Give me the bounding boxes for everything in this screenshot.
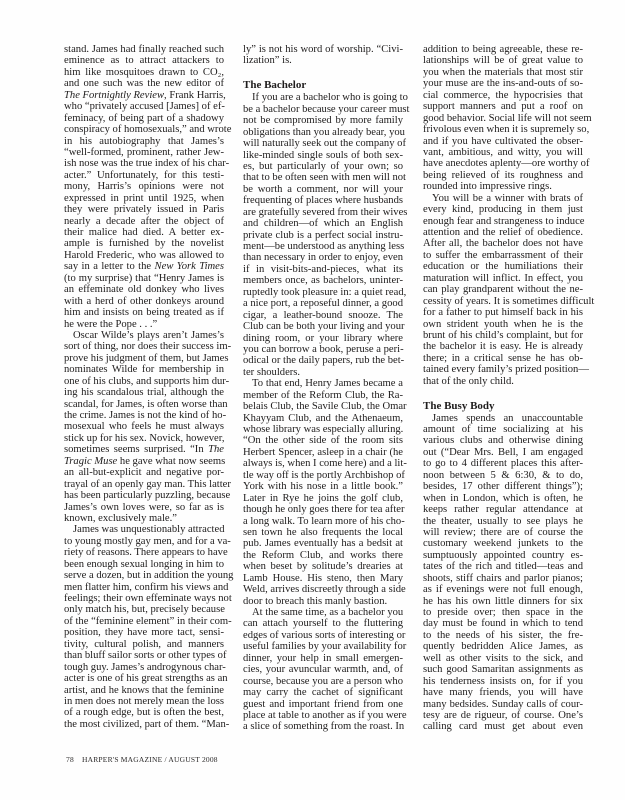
text-line: will naturally seek out the company of xyxy=(243,138,406,150)
text-line: (to my surprise) that “Henry James is xyxy=(64,272,224,284)
text-line: artist, and he knows that the feminine xyxy=(64,684,224,696)
text-line: are gratefully severed from their wives xyxy=(243,206,408,218)
text-line: calling card must get about even xyxy=(423,721,583,733)
text-line: Oscar Wilde’s plays aren’t James’s xyxy=(73,329,224,341)
text-line: a nice port, a reposeful dinner, a good xyxy=(243,298,403,310)
text-line: your muse are the ins-and-outs of so- xyxy=(423,78,583,90)
text-line: may carry the cachet of significant xyxy=(243,687,403,699)
text-column-1 xyxy=(64,44,234,730)
text-line: him like mosquitoes drawn to CO₂, xyxy=(64,66,224,78)
text-line: like-minded single souls of both sex- xyxy=(243,149,403,161)
text-line: scandal, for James, is often worse than xyxy=(64,398,228,410)
text-line: not be compromised by more family xyxy=(243,115,403,127)
text-line: an effeminate old donkey who lives xyxy=(64,284,224,296)
text-line: tivity, cultural polish, and manners xyxy=(64,638,224,650)
text-line: as if evenings were not full enough, xyxy=(423,584,583,596)
text-line: whose library was especially alluring. xyxy=(243,424,404,435)
publication-line: HARPER'S MAGAZINE / AUGUST 2008 xyxy=(81,755,218,764)
text-line: To that end, Henry James became a xyxy=(252,378,403,390)
text-line: addition to being agreeable, these re- xyxy=(423,44,583,55)
text-line: noon between 5 & 6:30, & to do, xyxy=(423,469,583,481)
text-line: if in visit-bits-and-pieces, what its xyxy=(243,263,403,275)
text-line: position, they have more tact, sensi- xyxy=(64,627,224,639)
page-footer xyxy=(66,755,218,764)
text-line: rounded into impressive rings. xyxy=(423,181,552,193)
text-line: es, but particularly of your own; so xyxy=(243,160,403,172)
text-line: they were privately issued in Paris xyxy=(64,204,224,216)
text-line: an all-but-explicit and negative por- xyxy=(64,467,224,479)
text-line: sort of thing, nor does their success im- xyxy=(64,341,232,353)
text-line: place at table to another as if you were xyxy=(243,709,407,721)
text-line: You will be a winner with brats of xyxy=(432,192,583,204)
text-line: that to be often seen with men will not xyxy=(243,172,406,184)
text-line: you when the materials that most stir xyxy=(423,66,583,78)
text-line: been enough sexual longing in him to xyxy=(64,558,224,570)
text-line: support manners and put a roof on xyxy=(423,101,583,113)
text-line: cial commerce, the hypocrisies that xyxy=(423,89,583,101)
text-line: him and insists on being treated as if xyxy=(64,307,224,319)
text-line: a slice of something from the roast. In xyxy=(243,721,405,733)
text-line: quently bedridden Alice James, as xyxy=(423,641,583,653)
text-line: who “privately accused [James] of ef- xyxy=(64,101,225,113)
text-line: The Fortnightly Review, Frank Harris, xyxy=(64,89,226,101)
text-line: ish nose was the true index of his char- xyxy=(64,158,230,170)
text-line: ample is furnished by the novelist xyxy=(64,238,224,250)
text-line: eminence as to attract attackers to xyxy=(64,55,224,67)
text-line: to preside over; then space in the xyxy=(423,607,583,618)
text-line: the theater, usually to see plays he xyxy=(423,515,583,527)
text-line: ruptedly took pleasure in: a quiet read, xyxy=(243,286,407,298)
text-line: than necessary in order to enjoy, even xyxy=(243,252,403,264)
text-line: James’s own loves were, so far as is xyxy=(64,501,224,513)
text-line: out (“Dear Mrs. Bell, I am engaged xyxy=(423,446,583,458)
text-line: being relieved of its roughness and xyxy=(423,169,583,181)
text-line: their malice had died. A better ex- xyxy=(64,227,224,238)
text-line: for a father to put himself back in his xyxy=(423,307,583,319)
section-heading: The Busy Body xyxy=(423,399,495,412)
text-line: though he only goes there for tea after xyxy=(243,504,405,516)
text-line: in his autobiography that James’s xyxy=(64,135,224,147)
text-line: maturation will inflict. In effect, you xyxy=(423,272,583,284)
text-line: tates of the rich and titled—teas and xyxy=(423,561,583,573)
text-line: customary weekend junkets to the xyxy=(423,538,583,550)
text-line: stick up for his sex. Novick, however, xyxy=(64,432,225,444)
text-line: course, because you are a person who xyxy=(243,675,403,687)
text-line: sumptuously appointed country es- xyxy=(423,549,583,561)
text-line: he has his own little dinners for six xyxy=(423,595,583,607)
text-line: when in London, which is often, he xyxy=(423,492,583,504)
text-line: Herbert Spencer, asleep in a chair (he xyxy=(243,446,403,458)
text-line: lationships will be of great value to xyxy=(423,55,583,67)
text-line: trayal of an openly gay man. This latter xyxy=(64,478,231,490)
text-line: stand. James had finally reached such xyxy=(64,44,224,55)
text-line: Lamb House. His steno, then Mary xyxy=(243,572,403,584)
paragraph-gap xyxy=(243,67,403,78)
text-line: tained every family’s prized position— xyxy=(423,364,589,376)
text-line: James was unquestionably attracted xyxy=(73,524,225,536)
text-line: that of the only child. xyxy=(423,375,514,387)
text-line: pub. James eventually has a bedsit at xyxy=(243,538,403,550)
text-column-2 xyxy=(243,44,410,733)
text-line: cessity of years. It is sometimes difficult xyxy=(423,295,595,307)
text-line: can play grandparent without the ne- xyxy=(423,284,583,296)
text-line: of a rough edge, but is often the best, xyxy=(64,707,224,719)
text-line: men flatter him, confirm his views and xyxy=(64,581,229,593)
text-line: expressed in print until 1925, when xyxy=(64,192,224,204)
text-line: Harold Frederic, who was allowed to xyxy=(64,249,224,261)
text-line: ter shoulders. xyxy=(243,366,301,378)
text-line: edges of various sorts of interesting or xyxy=(243,629,406,641)
text-line: If you are a bachelor who is going to xyxy=(252,92,408,104)
text-line: be worth a comment, nor will your xyxy=(243,183,403,195)
text-line: he were the Pope . . .” xyxy=(64,318,158,330)
text-line: have many friends, you will have xyxy=(423,687,583,699)
text-line: serve a dozen, but in addition the young xyxy=(64,570,234,582)
text-line: tough guy. James’s androgynous char- xyxy=(64,661,226,673)
text-line: say in a letter to the New York Times xyxy=(64,261,224,273)
text-line: can attach yourself to the fluttering xyxy=(243,618,403,630)
text-line: and one such was the new editor of xyxy=(64,78,224,90)
text-line: acter is one of his great strengths as an xyxy=(64,673,228,685)
text-line: good behavior. Social life will not seem xyxy=(423,112,592,124)
text-line: member of the Reform Club, the Ra- xyxy=(243,389,403,401)
text-line: shoots, stiff chairs and parlor pianos; xyxy=(423,572,583,584)
text-line: besides, 17 other different things”); xyxy=(423,481,583,493)
text-line: one of his clubs, and supports him dur- xyxy=(64,375,230,387)
text-line: conspiracy of homosexuals,” and wrote xyxy=(64,124,232,136)
text-line: known, exclusively male.” xyxy=(64,512,177,524)
text-line: cies, your avuncular warmth, and, of xyxy=(243,664,403,676)
text-line: mony, Harris’s opinions were not xyxy=(64,181,224,193)
text-line: feminacy, of being part of a shadowy xyxy=(64,112,224,124)
text-line: day must be found in which to tend xyxy=(423,618,583,630)
text-line: when beset by solitude’s drearies at xyxy=(243,561,403,573)
text-line: ly” is not his word of worship. “Civi- xyxy=(243,44,403,55)
text-line: ment—be understood as anything less xyxy=(243,241,405,252)
text-line: such good Samaritan assignments as xyxy=(423,664,583,676)
text-line: the most civilized, part of them. “Man- xyxy=(64,718,230,730)
text-line: frequenting of places where husbands xyxy=(243,195,404,207)
text-line: “well-formed, prominent, rather Jew- xyxy=(64,146,224,158)
text-line: lization” is. xyxy=(243,55,292,67)
text-line: education or the humiliations their xyxy=(423,261,583,273)
text-line: vant, ambitious, and witty, you will xyxy=(423,146,583,158)
text-line: own strident youth when he is the xyxy=(423,318,583,330)
text-line: odical or the daily papers, rub the bet- xyxy=(243,355,405,367)
text-line: has been particularly puzzling, because xyxy=(64,490,231,502)
text-line: in men does not merely mean the loss xyxy=(64,695,224,707)
text-line: ing his scandalous trial, although the xyxy=(64,387,224,399)
text-line: the bachelor it is easy. He is already xyxy=(423,341,583,353)
text-line: obligations than you already bear, you xyxy=(243,126,405,138)
text-line: have anecdotes aplenty—ore worthy of xyxy=(423,158,590,170)
text-line: be a bachelor because your career must xyxy=(243,103,410,115)
text-line: attention and the relief of obedience. xyxy=(423,227,583,238)
text-line: you can borrow a book, peruse a peri- xyxy=(243,343,404,355)
page-number: 78 xyxy=(66,755,74,764)
text-line: there; in a critical sense he has ob- xyxy=(423,352,583,364)
text-line: tesy are de rigueur, of course. One’s xyxy=(423,709,583,721)
text-line: the Reform Club, and works there xyxy=(243,549,403,561)
text-line: After all, the bachelor does not have xyxy=(423,238,583,250)
text-line: a long walk. To learn more of his cho- xyxy=(243,515,405,527)
text-line: always is, when I come here) and a lit- xyxy=(243,458,407,470)
text-line: useful families by your availability for xyxy=(243,641,407,653)
text-line: Club can be both your living and your xyxy=(243,321,405,333)
text-line: belais Club, the Savile Club, the Omar xyxy=(243,401,407,413)
text-line: guest and important friend from one xyxy=(243,698,403,710)
text-line: sometimes seems surprised. “In The xyxy=(64,444,224,456)
text-line: tle way off is the portly Archbishop of xyxy=(243,469,405,481)
text-line: riety of reasons. There appears to have xyxy=(64,547,228,559)
text-line: James spends an unaccountable xyxy=(432,412,583,424)
text-line: feelings; their own effeminate ways not xyxy=(64,593,232,604)
text-line: mosexual who feels he must always xyxy=(64,421,224,433)
text-line: cigar, a leather-bound snooze. The xyxy=(243,309,403,321)
text-line: Weld, arrives discreetly through a side xyxy=(243,584,406,596)
text-line: his tenderness insists on, for if you xyxy=(423,675,583,687)
text-line: to young mostly gay men, and for a va- xyxy=(64,535,231,547)
text-line: Khayyam Club, and the Athenaeum, xyxy=(243,412,403,424)
text-line: nominates Wilde for membership in xyxy=(64,364,224,376)
text-line: with a herd of other donkeys around xyxy=(64,295,224,307)
text-line: Tragic Muse he gave what now seems xyxy=(64,455,226,467)
text-line: to the needs of his sister, the fre- xyxy=(423,629,583,641)
text-line: to suffer the embarrassment of their xyxy=(423,249,583,261)
text-line: dining room, or your library where xyxy=(243,332,403,344)
text-column-3 xyxy=(423,44,595,733)
text-line: of the “feminine element” in their com- xyxy=(64,615,232,627)
text-line: brunt of his child’s complaint, but for xyxy=(423,329,583,341)
text-line: frivolous even when it is supremely so, xyxy=(423,124,590,136)
text-line: door to breach this manly bastion. xyxy=(243,595,388,607)
text-line: every kind, producing in them just xyxy=(423,204,583,216)
text-line: than bluff sailor sorts or other types of xyxy=(64,650,227,662)
text-line: and if you have cultivated the obser- xyxy=(423,135,583,147)
text-line: York with his nose in a little book.” xyxy=(243,481,403,493)
text-line: members once, as bachelors, uninter- xyxy=(243,275,403,287)
text-line: and children—of which an English xyxy=(243,218,403,230)
text-line: many bedsides. Sunday calls of cour- xyxy=(423,698,583,710)
text-line: dinner, your help in small emergen- xyxy=(243,652,403,664)
text-line: acter.” Unfortunately, for this testi- xyxy=(64,169,224,181)
text-line: the crime. James is not the kind of ho- xyxy=(64,410,227,421)
text-line: At the same time, as a bachelor you xyxy=(252,607,404,618)
text-line: “On the other side of the room sits xyxy=(243,435,403,447)
text-line: sen town he also frequents the local xyxy=(243,526,403,538)
text-line: keeps rather regular attendance at xyxy=(423,504,583,516)
text-line: various clubs and otherwise dining xyxy=(423,435,583,447)
text-line: nearly a decade after the object of xyxy=(64,215,224,227)
paragraph-gap xyxy=(423,387,583,398)
text-line: prove his judgment of them, but James xyxy=(64,352,229,364)
text-line: Later in Rye he joins the golf club, xyxy=(243,492,403,504)
text-line: private club is a perfect social instru- xyxy=(243,229,403,241)
text-line: to go to 4 different places this after- xyxy=(423,458,583,470)
text-line: only match his, but, precisely because xyxy=(64,604,225,616)
text-line: enough fear and strangeness to induce xyxy=(423,215,585,227)
text-line: well as other visits to the sick, and xyxy=(423,652,583,664)
section-heading: The Bachelor xyxy=(243,79,307,92)
text-line: will review; there are of course the xyxy=(423,526,583,538)
text-line: amount of time socializing at his xyxy=(423,424,583,435)
